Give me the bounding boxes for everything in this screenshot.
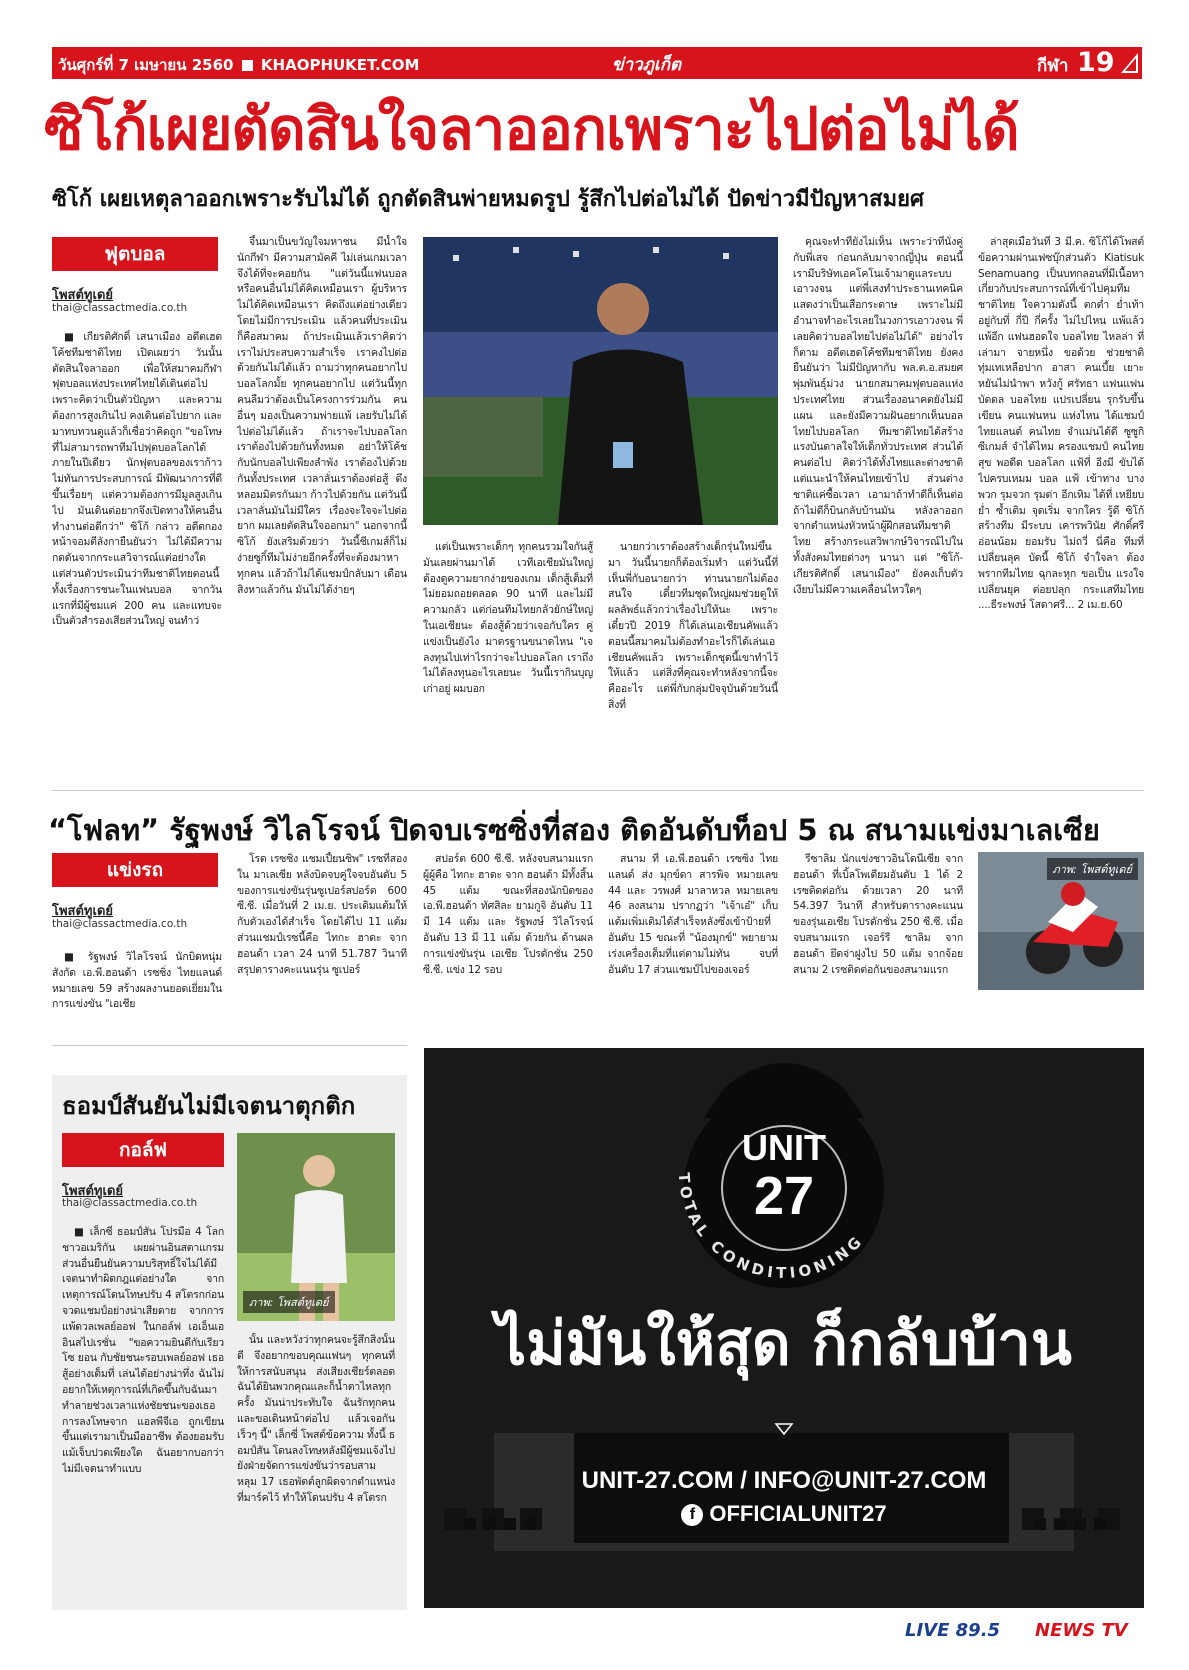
section-divider — [52, 790, 1144, 791]
article-column-2: จึ้นมาเป็นขวัญใจมหาชน มีน้ำใจนักกีฬา มีความสามัคคี ไม่เล่นเกมเวลาจึงได้ที่จะคอยกัน "แต่วันนี้แฟนบอลหรือคนอื่นไม่ได้คิดเหมือนเรา ผู้บริหารไม่ได้คิดเหมือนเรา คิดถึงแต่อย่างเดียวโดยไม่มีการประเมิน แล้วคนที่ประเมินก็คือสมาคม ถ้าประเมินแล้วเราคิดว่าเราไม่ประสบความสำเร็จ เราคงไปต่อด้วยกันไม่ได้แล้ว ถามว่าทุกคนอยากไปบอลโลกมั้ย ทุกคนอยากไป แต่วันนี้ทุกคนลืมว่าต้องเป็นโครงการร่วมกัน คนอื่นๆ มองเป็นความพ่ายแพ้ เลยรับไม่ได้ ไปต่อไม่ได้แล้ว ถ้าเราจะไปบอลโลก เราต้องไปด้วยกันทั้งหมด อย่าให้โค้ชกับนักบอลไปเพียงลำพัง เราต้องไปด้วยกันทั้งประเทศ เวลาลั่นเราต้องต่อสู้ ดึงหลอมมิตรกันมา ก้าวไปด้วยกัน แต่วันนี้เวลาลั่นมันไม่มีใคร เรื่องจะใจจะไปต่อยาก ผมเลยตัดสินใจออกมา" นอกจากนี้ ซิโก้ ยังเสริมด้วยว่า วันนี้ชีเกมส์ก็ไม่ง่ายซูกิ์ทีมไม่ง่ายอีกครั้งที่จะต้องมาหาทุกคน แล้วถ้าไม่ได้แชมป์กลับมา เดือนสิงหาแล้วกัน มันไม่ได้ง่ายๆ — [237, 236, 407, 596]
golf-column-2: นั้น และหวังว่าทุกคนจะรู้สึกสิ่งนั้นดี จึงอยากขอบคุณแฟนๆ ทุกคนที่ให้การสนับสนุน ส่งเสียงเชียร์ตลอด ฉันได้ยินพวกคุณและก็น้ำตาไหลทุกครั้ง มันน่าประทับใจ ฉันรักทุกคนและขอเดินหน้าต่อไป แล้วเจอกันเร็วๆ นี้" เล็กซี่ โพสต์ข้อความ ทั้งนี้ ธอมป์สัน โดนลงโทษหลังมีผู้ชมแจ้งไปยังฝ่ายจัดการแข่งขันว่ารอบสามหลุม 17 เธอพัตต์ลูกผิดจากตำแหน่งที่มาร์คไว้ ทำให้โดนปรับ 4 สโตรก — [237, 1334, 395, 1504]
news-tv-logo: NEWS TV — [1035, 1620, 1128, 1641]
facebook-icon: f — [681, 1504, 703, 1526]
ad-background — [424, 1048, 1144, 1608]
author-email: thai@classactmedia.co.th — [52, 918, 188, 930]
byline: โพสต์ทูเดย์ — [62, 1184, 124, 1199]
square-bullet-icon — [242, 60, 253, 71]
golfer-photo — [237, 1133, 395, 1321]
category-label-golf: กอล์ฟ — [62, 1133, 224, 1167]
racing-column-5: รีซาลิม นักแข่งชาวอินโดนีเซีย จาก ฮอนด้า ที่เบิ้ลโพเดียมอันดับ 1 ได้ 2 เรซติดต่อกัน ด้วยเวลา 20 นาที 54.397 วินาที สำหรับตารางคะแนนของรุ่นเอเชีย โปรดักชั่น 250 ซี.ซี. เมื่อจบสนามแรก เจอร์รี ซาลิม จาก ฮอนด้า ยึดจ่าฝูงไป 50 แต้ม จากจ้อยสนาม 2 เรซติดต่อกันของสนามแรก — [793, 853, 963, 976]
section-name: กีฬา — [1037, 56, 1069, 76]
main-headline: ซิโก้เผยตัดสินใจลาออกเพราะไปต่อไม่ได้ — [44, 95, 1019, 163]
unit27-advertisement — [424, 1048, 1144, 1608]
author-email: thai@classactmedia.co.th — [62, 1197, 198, 1209]
ad-ring-text: TOTAL CONDITIONING — [674, 1171, 868, 1283]
racing-headline: “โฟลท” รัฐพงษ์ วิไลโรจน์ ปิดจบเรซซิ่งที่สอง ติดอันดับท็อป 5 ณ สนามแข่งมาเลเซีย — [48, 813, 1100, 847]
live-radio-logo: LIVE 89.5 — [905, 1620, 1001, 1641]
photo-credit: ภาพ: โพสต์ทูเดย์ — [1047, 858, 1139, 880]
article-column-3: แต่เป็นเพราะเด็กๆ ทุกคนรวมใจกันสู้ มันเลยผ่านมาได้ เวทีเอเชียมันใหญ่ ต้องดูความยากง่ายของเกม เด็กสู้เต็มที่ ไม่ยอมถอยตลอด 90 นาที และไม่มีความกลัว แต่ก่อนทีมไทยกลัวยักษ์ใหญ่ในเอเชียนะ ต้องสู้ด้วยว่าเจอกับใคร คู่แข่งเป็นยังไง มาตรฐานขนาดไหน "เจลงทุนไปเท่าไรกว่าจะไปบอลโลก เราถึงไม่ได้ลงทุนอะไรเลยนะ วันนี้เรากินบุญเก่าอยู่ ผมบอก — [423, 541, 593, 696]
racing-column-2: โรด เรซซิ่ง แชมเปี้ยนชิพ" เรซที่สองใน มาเลเซีย หลังบิดจบคู่ใจจบอันดับ 5 ของการแข่งขันรุ่นซูเปอร์สปอร์ต 600 ซี.ซี. เมื่อวันที่ 2 เม.ย. ประเดิมแต้มให้กับตัวเองได้สำเร็จ โดยได้ไป 11 แต้ม ส่วนแชมป์เรซนี้คือ ไทกะ ฮาดะ จาก ฮอนด้า เวลา 24 นาที 51.787 วินาที สรุปตารางคะแนนรุ่น ซูเปอร์ — [237, 853, 407, 976]
racing-column-3: สปอร์ต 600 ซี.ซี. หลังจบสนามแรก ผู้ผู้คือ ไทกะ ฮาดะ จาก ฮอนด้า มีทั้งสิ้น 45 แต้ม ขณะที่สองนักบิดของ เอ.พี.ฮอนด้า ทัศสิละ ยามกูจิ อันดับ 11 มี 14 แต้ม และ รัฐพงษ์ วิไลโรจน์ อันดับ 13 มี 11 แต้ม ด้วยกัน ด้านผลการแข่งขันรุ่น เอเชีย โปรดักชั่น 250 ซี.ซี. แข่ง 12 รอบ — [423, 853, 593, 976]
article-column-1: ■ เกียรติศักดิ์ เสนาเมือง อดีตเฮดโค้ชทีมชาติไทย เปิดเผยว่า วันนั้นตัดสินใจลาออก เพื่อให้สมาคมกีฬาฟุตบอลแห่งประเทศไทยได้เดินต่อไป เพราะคิดว่าเป็นตัวปัญหา และความต้องการสูงเกินไป คงเดินต่อไปยาก และมาทบทวนดูแล้วก็เชื่อว่าคิดถูก "ขอโทษที่ไม่สามารถพาทีมไปฟุตบอลโลกได้ภายในปีเดียว นักฟุตบอลของเราก้าวไม่ทันการประสบการณ์ มีพัฒนาการที่ดีขึ้นเรื่อยๆ แต่ความต้องการมีมูลสูงเกินไป มันเดินต่อยากจึงเปิดทางให้คนอื่นทำงานต่อดีกว่า" ซิโก้ กล่าว อดีตกองหน้าจอมตีลังกายืนยันว่า ไม่ได้มีความกดดันจากกระแสวิจารณ์แต่อย่างใด แต่ส่วนตัวประเมินว่าทีมชาติไทยตอนนี้ ทั้งเรื่องการชนะในแฟนบอล จากวันแรกที่มีผู้ชมแค่ 200 คน และแทบจะเป็นตัวสำรองเสียส่วนใหญ่ จนทำว่ — [52, 331, 222, 628]
ad-social: f OFFICIALUNIT27 — [424, 1500, 1144, 1528]
golf-headline: ธอมป์สันยันไม่มีเจตนาตุกติก — [62, 1092, 356, 1120]
article-column-6: ล่าสุดเมื่อวันที่ 3 มี.ค. ซิโก้ได้โพสต์ข้อความผ่านเฟซบุ๊กส่วนตัว Kiatisuk Senamuang เป็นบทกลอนที่มีเนื้อหาเกี่ยวกับประสบการณ์ที่เข้าไปคุมทีมชาติไทย ใจความดังนี้ ตกต่ำ ย่ำเท้า อยู่กับที่ กี่ปี กี่ครั้ง ไม่ไปไหน แพ้แล้ว แพ้อีก แฟนฮอดใจ บอลไทย ไหลล่า ที่เล่ามา จายหนึ่ง ขอด้วย ช่วยชาติ ทุ่มเทเหลือปาก อาสา คนเบี้ย เยาะหยันไม่นำพา หวังกู้ ศรัทธา แฟนแฟนบัดดล บอลไทย แปรเปลี่ยน รุกรับขึ้นเขียน คนแฟนหน แห่งไหน ได้แชมป์ ไทยแลนด์ คนไทย จำแม่นได้ดี ซูซูกิ ซีเกมส์ จำได้ไหม ครองแชมป์ คนไทย สุข พอดีด บอลโลก แฟ้ที่ อีงมี ขับได้ ไปครบเหมม บอล แฟ้ เข้าทาง บางพวก รุมจวก รุมด่า อีกเหิม ได้ที่ เหยียบย่ำ ซ้ำเติม จุดเริ่ม จากใคร รู้ดี ซิโก้ สร้างทีม มีระบบ เคารพวินัย ศักดิ์ศรี อ่อนน้อม ยอมรับ ไม่ถวี่ นี่คือ ทีมที่ เปลี่ยนลุค บัดนี้ ซิโก้ จำใจลา ต้องพรากทีมไทย ฉุกละหุก ขอเป็น แรงใจ เปลี่ยนยุค ต่อยปลุก กระแสทีมไทย ....ธีระพงษ์ โสดาศรี... 2 เม.ย.60 — [978, 236, 1144, 612]
golf-column-1: ■ เล็กซี่ ธอมป์สัน โปรมือ 4 โลกชาวอเมริกัน เผยผ่านอินสตาแกรมส่วนอื่นยืนยันความบริสุทธิ์ใจไม่ได้มีเจตนาทำผิดกฎแต่อย่างใด จากเหตุการณ์โดนโทษปรับ 4 สโตรกก่อนจวดแชมป์อย่างน่าเสียดาย จากการแพ้ดวลเพลย์ออฟ ในกอล์ฟ เอเอ็นเอ อินสไปเรชั่น "ขอความยินดีกับเรียวโซ ยอน กับชัยชนะรอบเพลย์ออฟ เธอสู้อย่างเต็มที่ เล่นได้อย่างน่าทึ่ง ฉันไม่อยากให้เหตุการณ์ที่เกิดขึ้นกับฉันมาทำลายช่วงเวลาแห่งชัยชนะของเธอ การลงโทษจาก แอลพีจีเอ ถูกเขียนขึ้นแต่เรามาเป็นมืออาชีพ ต้องยอมรับ แม้เจ็บปวดเพียงใด ฉันอยากบอกว่าไม่มีเจตนาทำแบบ — [62, 1226, 224, 1475]
ad-contact: UNIT-27.COM / INFO@UNIT-27.COM — [581, 1467, 987, 1494]
article-column-5: คุณจะทำที่ยังไม่เห็น เพราะว่าที่นั่งคู่กับพี่เสจ ก่อนกลับมาจากญี่ปุ่น ตอนนี้เรามีบริษัทเอคโคโนเจ้ามาดูแลระบบเอาวงจน แต่พี่เสงทำประธานเทคนิค แสดงว่าเป็นเสือกระดาษ เพราะไม่มีอำนาจทำอะไรเลยในวงการเอาวงจน พี่เลยคิดว่าบอลไทยไปต่อไม่ได้" อย่างไรก็ตาม อดีตเฮดโค้ชทีมชาติไทย ยังคงยืนยันว่า ไม่มีปัญหากับ พล.ต.อ.สมยศ พุ่มพันธุ์ม่วง นายกสมาคมฟุตบอลแห่งประเทศไทย ส่วนเรื่องอนาคตยังไม่มีแผน และยังมีความฝันอยากเห็นบอลไทยไปบอลโลก ทีมชาติไทยได้สร้างแรงบันดาลใจให้เด็กทั่วประเทศ ส่วนได้คนต่อไป คิดว่าได้ทั้งไทยและต่างชาติ แต่แนะนำให้คนไทยเข้าไป ส่วนต่างชาติแค่ซื้อเวลา เอามาถ้าทำดีก็เห็นต่อ ถ้าไม่ดีก็บินกลับบ้านมัน หลังลาออกจากตำแหน่งหัวหน้าผู้ฝึกสอนทีมชาติไทย สร้างกระแสวิพากษ์วิจารณ์ไปในทั้งสังคมไทยต่างๆ นานา แต่ "ซิโก้-เกียรติศักดิ์ เสนาเมือง" ยังคงเก็บตัวเงียบไม่มีความเคลื่อนไหวใดๆ — [793, 236, 963, 596]
ad-brand-number: 27 — [753, 1166, 815, 1226]
byline: โพสต์ทูเดย์ — [52, 288, 114, 303]
ad-brand-top: UNIT — [742, 1127, 826, 1168]
newspaper-logo: ข่าวภูเก็ต — [612, 55, 682, 75]
article-column-4: นายกว่าเราต้องสร้างเด็กรุ่นใหม่ขึ้นมา วันนี้นายกก็ต้องเริ่มทำ แต่วันนี้ที่เห็นพี่กับอนายกว่า ท่านนายกไม่ต้องสนใจ เดี๋ยวทีมชุดใหญ่ผมช่วยดูให้ ผลลัพธ์แล้วกว่าเรื่องไปให้นะ เพราะเดี๋ยวปี 2019 ก็ได้เล่นเอเชียนคัพแล้ว ตอนนี้สมาคมไม่ต้องทำอะไรก็ได้เล่นเอเชียนคัพแล้ว เพราะเด็กชุดนี้เขาทำไว้ให้แล้ว แต่สิ่งที่คุณจะทำหลังจากนี้จะคืออะไร แต่พี่กับกลุ่มปัจจุบันด้วยวันนี้สิ่งที่ — [608, 541, 778, 711]
page-number: 19 — [1077, 47, 1115, 78]
main-subheadline: ซิโก้ เผยเหตุลาออกเพราะรับไม่ได้ ถูกตัดสินพ่ายหมดรูป รู้สึกไปต่อไม่ได้ ปัดข่าวมีปัญหาสมยศ — [52, 187, 924, 212]
coach-photo — [423, 237, 778, 525]
ad-slogan: ไม่มันให้สุด ก็กลับบ้าน — [496, 1309, 1072, 1379]
issue-date: วันศุกร์ที่ 7 เมษายน 2560 KHAOPHUKET.COM — [58, 56, 420, 74]
racing-column-4: สนาม ที่ เอ.พี.ฮอนด้า เรซซิ่ง ไทยแลนด์ ส่ง มุกข์ดา สารพิจ หมายเลข 44 และ วรพงศ์ มาลาหวล หมายเลข 46 ลงสนาม ปรากฏว่า "เจ้าเอ๋" เก็บแต้มเพิ่มเติมได้สำเร็จหลังซึ่งเข้าป้ายที่อันดับ 15 ขณะที่ "น้องมุกข์" พยายามเร่งเครื่องเต็มที่แต่ตามไม่ทัน จบที่อันดับ 17 ส่วนแชมป์ไปของเจอร์ — [608, 853, 778, 976]
category-label-racing: แข่งรถ — [52, 853, 218, 887]
photo-credit: ภาพ: โพสต์ทูเดย์ — [243, 1291, 335, 1313]
section-divider — [52, 1045, 407, 1046]
racing-photo — [978, 852, 1144, 990]
racing-column-1: ■ รัฐพงษ์ วิไลโรจน์ นักบิดหนุ่มสังกัด เอ.พี.ฮอนด้า เรซซิ่ง ไทยแลนด์ หมายเลข 59 สร้างผลงานยอดเยี่ยมในการแข่งขัน "เอเชีย — [52, 951, 222, 1011]
byline: โพสต์ทูเดย์ — [52, 904, 114, 919]
page-header — [52, 47, 1142, 79]
corner-arrow-icon — [1117, 47, 1142, 79]
category-label-football: ฟุตบอล — [52, 237, 218, 271]
author-email: thai@classactmedia.co.th — [52, 302, 188, 314]
